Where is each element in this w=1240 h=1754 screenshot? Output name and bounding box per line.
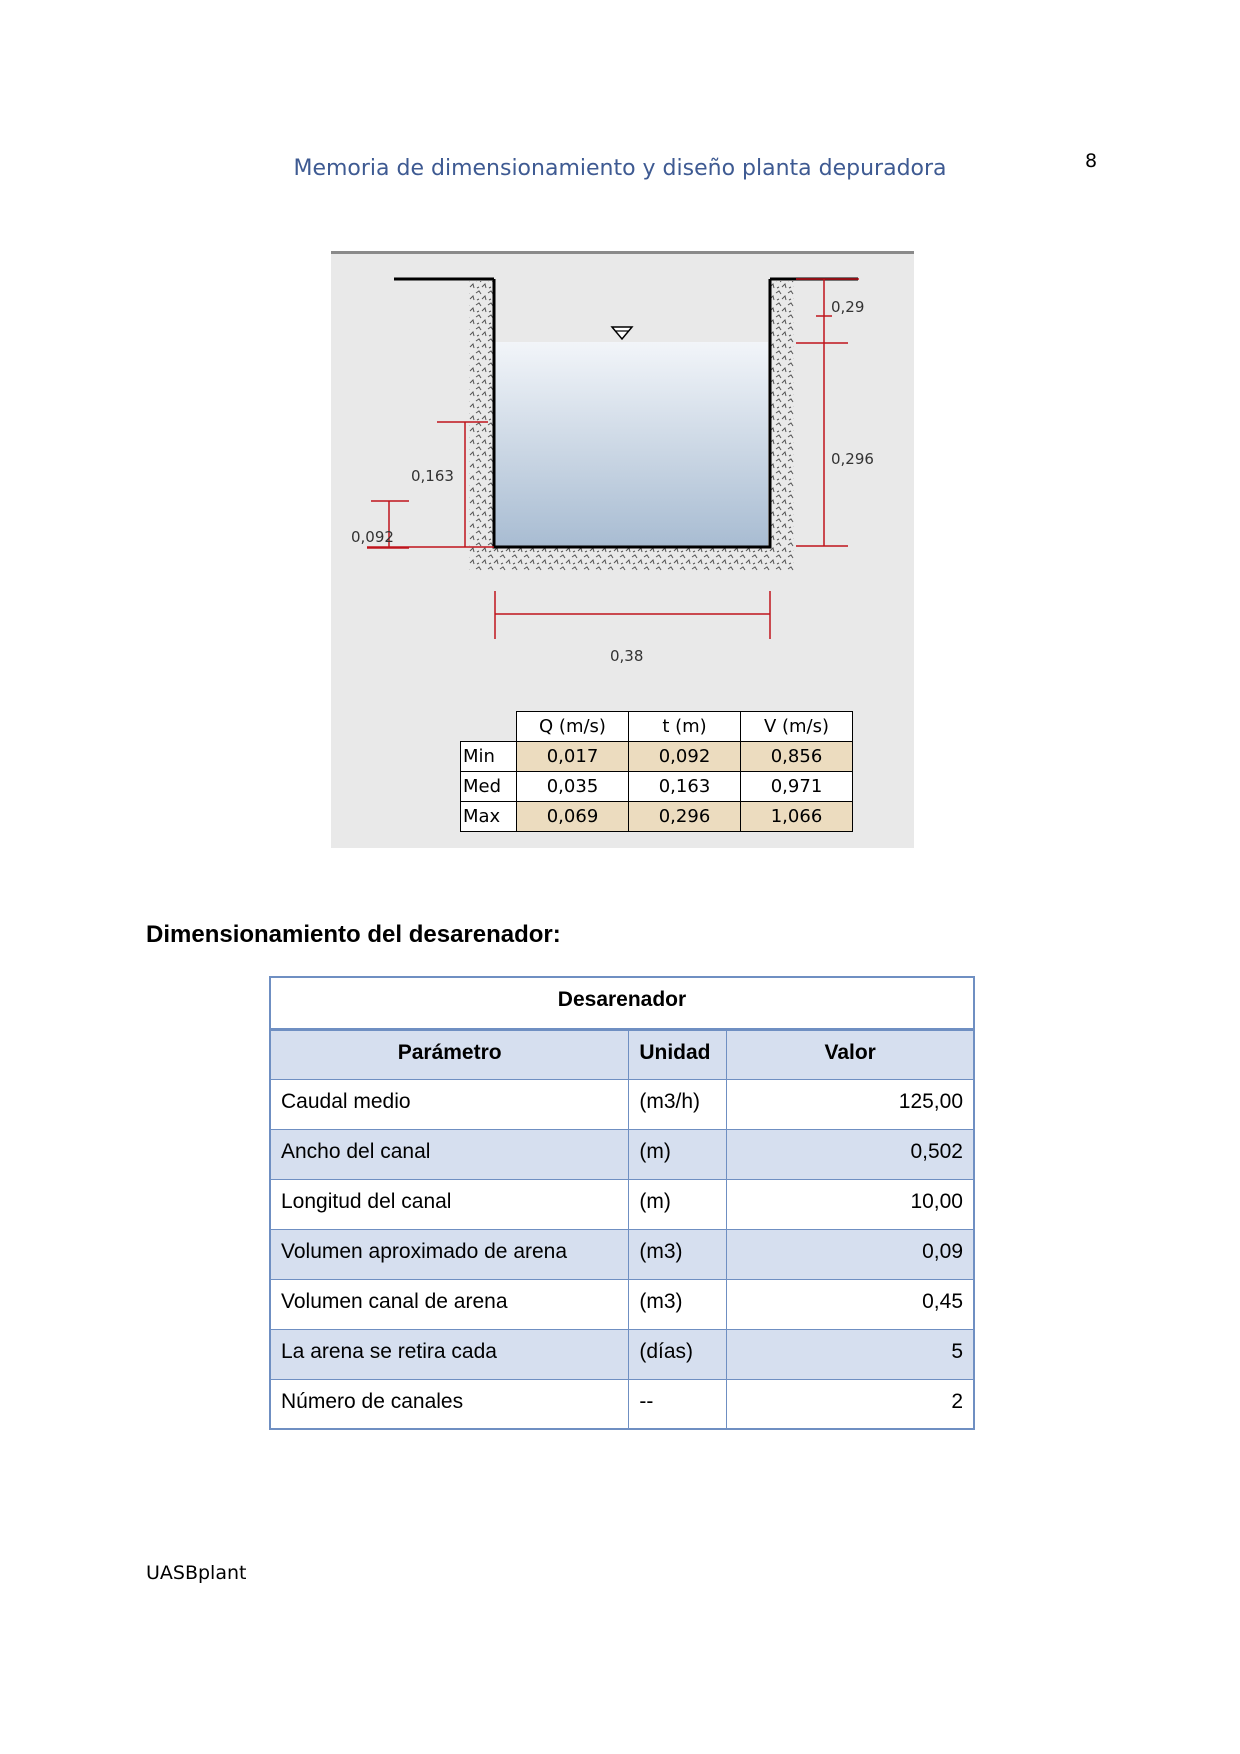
param-cell: Número de canales <box>270 1379 629 1429</box>
water-area <box>495 342 768 547</box>
dim-label-height-min: 0,092 <box>351 528 394 546</box>
soil-bottom <box>469 547 794 571</box>
water-level-symbol <box>612 327 632 339</box>
row-label: Max <box>461 802 517 832</box>
header-unit: Unidad <box>629 1029 727 1079</box>
cell-value: 0,035 <box>517 772 629 802</box>
unit-cell: (m3) <box>629 1229 727 1279</box>
unit-cell: (m) <box>629 1179 727 1229</box>
param-cell: Longitud del canal <box>270 1179 629 1229</box>
col-header-v: V (m/s) <box>741 712 853 742</box>
unit-cell: (m3/h) <box>629 1079 727 1129</box>
footer-text: UASBplant <box>146 1562 247 1584</box>
dim-label-freeboard: 0,29 <box>831 298 865 316</box>
cell-value: 0,971 <box>741 772 853 802</box>
width-dimension-line <box>495 591 770 639</box>
table-title: Desarenador <box>270 977 974 1029</box>
table-row-max <box>461 802 853 832</box>
value-cell: 125,00 <box>727 1079 974 1129</box>
table-row <box>270 1329 974 1379</box>
header-param: Parámetro <box>270 1029 629 1079</box>
row-label: Med <box>461 772 517 802</box>
col-header-q: Q (m/s) <box>517 712 629 742</box>
dim-label-width: 0,38 <box>610 647 644 665</box>
param-cell: La arena se retira cada <box>270 1329 629 1379</box>
unit-cell: (m3) <box>629 1279 727 1329</box>
unit-cell: (m) <box>629 1129 727 1179</box>
table-row <box>270 1279 974 1329</box>
cell-value: 0,856 <box>741 742 853 772</box>
unit-cell: (días) <box>629 1329 727 1379</box>
desarenador-table <box>269 976 975 1430</box>
unit-cell: -- <box>629 1379 727 1429</box>
document-header-title: Memoria de dimensionamiento y diseño planta depuradora <box>293 156 947 181</box>
value-cell: 10,00 <box>727 1179 974 1229</box>
cell-value: 0,163 <box>629 772 741 802</box>
page-number: 8 <box>1085 150 1098 172</box>
row-label: Min <box>461 742 517 772</box>
dim-label-height-med: 0,163 <box>411 467 454 485</box>
cell-value: 0,017 <box>517 742 629 772</box>
value-cell: 0,502 <box>727 1129 974 1179</box>
value-cell: 0,09 <box>727 1229 974 1279</box>
cell-value: 0,069 <box>517 802 629 832</box>
value-cell: 2 <box>727 1379 974 1429</box>
col-header-t: t (m) <box>629 712 741 742</box>
section-heading: Dimensionamiento del desarenador: <box>146 921 561 948</box>
channel-cross-section-figure <box>331 251 914 848</box>
soil-left-wall <box>469 281 493 571</box>
param-cell: Volumen canal de arena <box>270 1279 629 1329</box>
right-dimension-lines <box>796 279 859 546</box>
table-row-min <box>461 742 853 772</box>
value-cell: 0,45 <box>727 1279 974 1329</box>
param-cell: Ancho del canal <box>270 1129 629 1179</box>
table-row <box>270 1179 974 1229</box>
cell-value: 1,066 <box>741 802 853 832</box>
table-row <box>270 1379 974 1429</box>
cell-value: 0,092 <box>629 742 741 772</box>
table-row <box>270 1079 974 1129</box>
soil-right-wall <box>770 281 794 571</box>
dim-label-height-max: 0,296 <box>831 450 874 468</box>
param-cell: Volumen aproximado de arena <box>270 1229 629 1279</box>
header-value: Valor <box>727 1029 974 1079</box>
flow-values-table <box>460 711 853 832</box>
cell-value: 0,296 <box>629 802 741 832</box>
param-cell: Caudal medio <box>270 1079 629 1129</box>
table-row <box>270 1129 974 1179</box>
table-row-med <box>461 772 853 802</box>
table-row <box>270 1229 974 1279</box>
value-cell: 5 <box>727 1329 974 1379</box>
